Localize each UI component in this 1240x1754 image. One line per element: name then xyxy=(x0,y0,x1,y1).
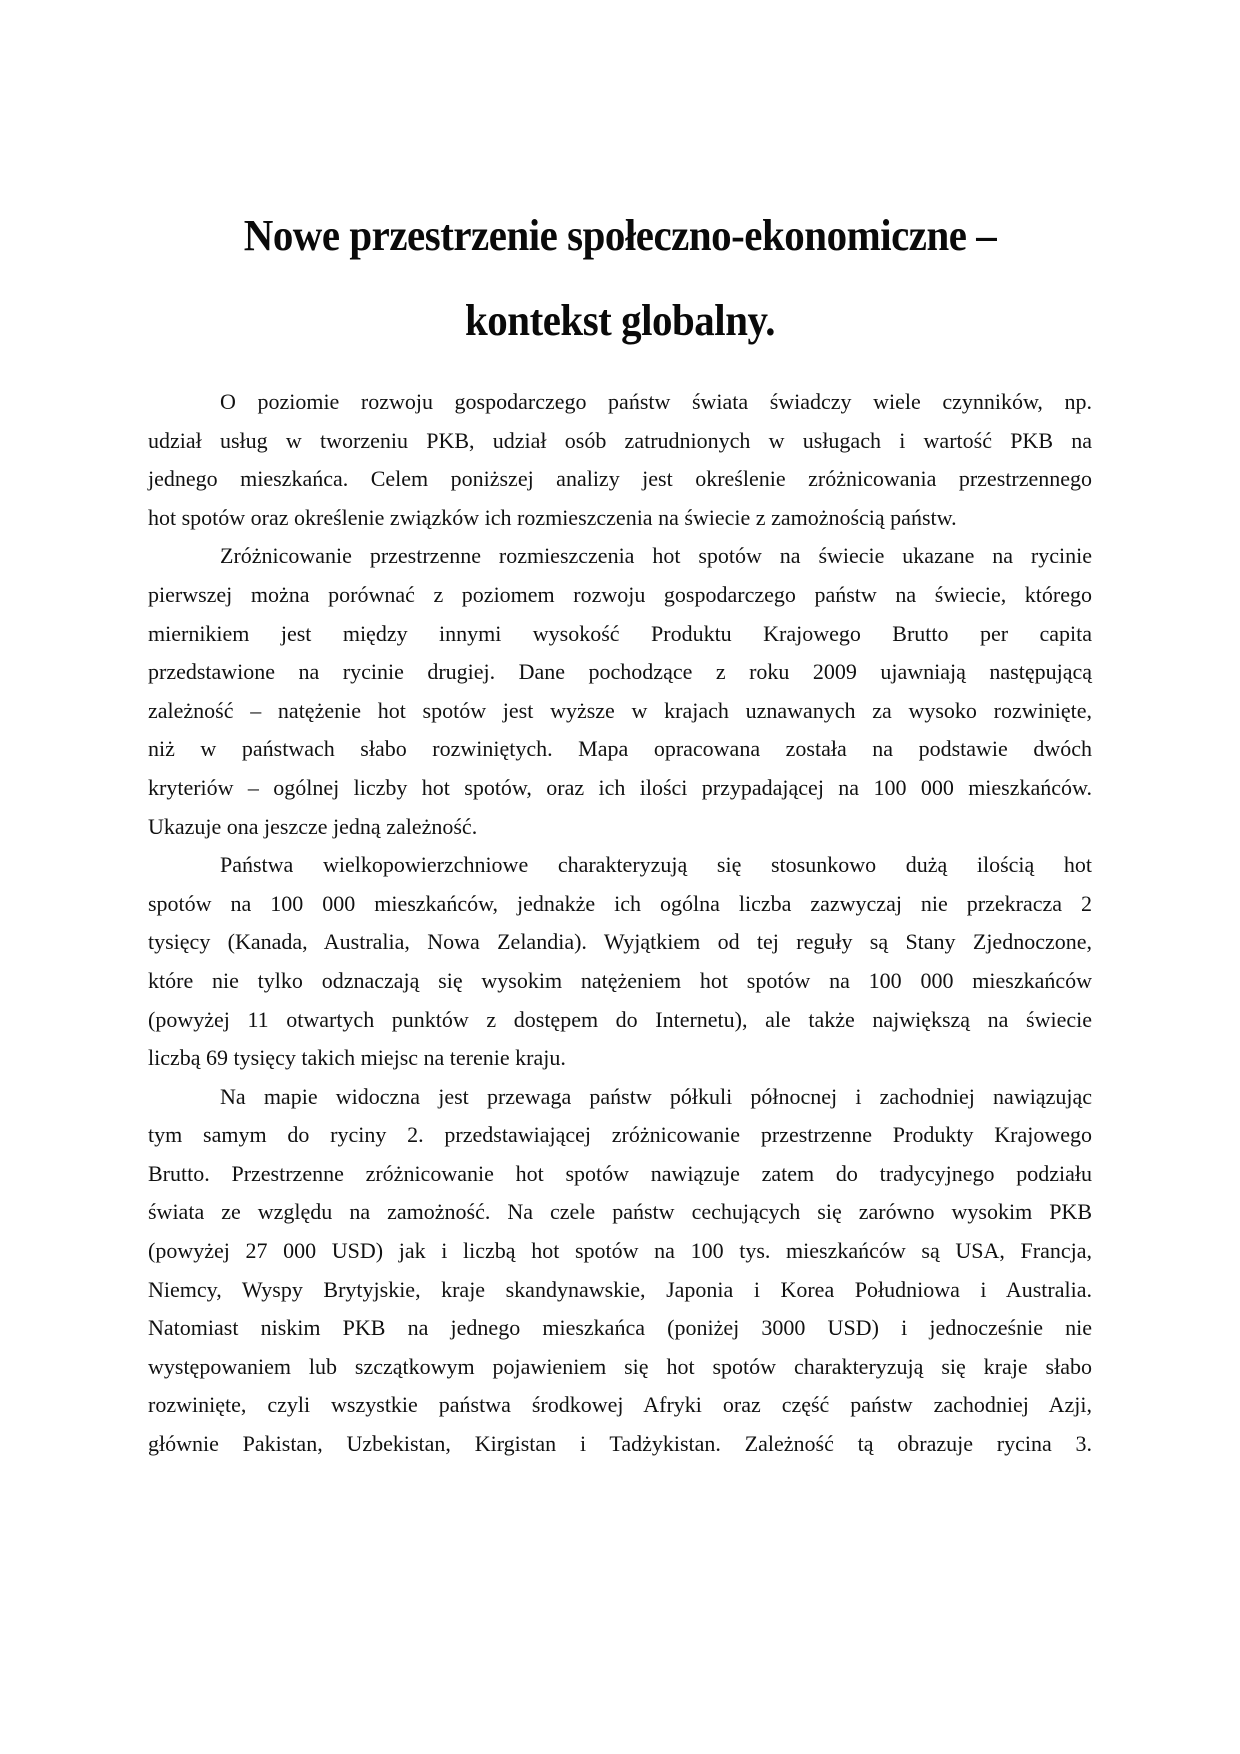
text-line: występowaniem lub szczątkowym pojawieniem się hot spotów charakteryzują się kraje słabo xyxy=(148,1353,1092,1379)
document-body xyxy=(148,383,1092,1464)
document-title-line-1: Nowe przestrzenie społeczno-ekonomiczne – xyxy=(243,211,997,260)
text-line: (powyżej 11 otwartych punktów z dostępem do Internetu), ale także największą na świecie xyxy=(148,1006,1092,1032)
text-line: Ukazuje ona jeszcze jedną zależność. xyxy=(148,813,478,839)
text-line: kryteriów – ogólnej liczby hot spotów, oraz ich ilości przypadającej na 100 000 mieszkańców. xyxy=(148,774,1092,800)
text-line: (powyżej 27 000 USD) jak i liczbą hot spotów na 100 tys. mieszkańców są USA, Francja, xyxy=(148,1238,1092,1264)
text-line: rozwinięte, czyli wszystkie państwa środkowej Afryki oraz część państw zachodniej Azji, xyxy=(148,1392,1092,1418)
text-line: świata ze względu na zamożność. Na czele państw cechujących się zarówno wysokim PKB xyxy=(148,1199,1092,1225)
paragraph-4 xyxy=(148,1078,1092,1464)
text-line: hot spotów oraz określenie związków ich rozmieszczenia na świecie z zamożnością państw. xyxy=(148,504,957,530)
text-line: Zróżnicowanie przestrzenne rozmieszczenia hot spotów na świecie ukazane na rycinie xyxy=(220,543,1092,569)
text-line: tysięcy (Kanada, Australia, Nowa Zelandia). Wyjątkiem od tej reguły są Stany Zjednoczone, xyxy=(148,929,1092,955)
text-line: niż w państwach słabo rozwiniętych. Mapa opracowana została na podstawie dwóch xyxy=(148,736,1092,762)
paragraph-3 xyxy=(148,846,1092,1078)
text-line: jednego mieszkańca. Celem poniższej analizy jest określenie zróżnicowania przestrzennego xyxy=(148,466,1092,492)
text-line: spotów na 100 000 mieszkańców, jednakże ich ogólna liczba zazwyczaj nie przekracza 2 xyxy=(148,890,1092,916)
text-line: pierwszej można porównać z poziomem rozwoju gospodarczego państw na świecie, którego xyxy=(148,581,1092,607)
text-line: Natomiast niskim PKB na jednego mieszkańca (poniżej 3000 USD) i jednocześnie nie xyxy=(148,1315,1092,1341)
text-line: głównie Pakistan, Uzbekistan, Kirgistan i Tadżykistan. Zależność tą obrazuje rycina 3. xyxy=(148,1431,1092,1457)
text-line: Niemcy, Wyspy Brytyjskie, kraje skandynawskie, Japonia i Korea Południowa i Australia. xyxy=(148,1276,1092,1302)
document-title-line-2: kontekst globalny. xyxy=(464,296,776,345)
text-line: Na mapie widoczna jest przewaga państw półkuli północnej i zachodniej nawiązując xyxy=(220,1083,1092,1109)
paragraph-1 xyxy=(148,383,1092,537)
text-line: przedstawione na rycinie drugiej. Dane pochodzące z roku 2009 ujawniają następującą xyxy=(148,659,1092,685)
text-line: które nie tylko odznaczają się wysokim natężeniem hot spotów na 100 000 mieszkańców xyxy=(148,967,1092,993)
text-line: miernikiem jest między innymi wysokość Produktu Krajowego Brutto per capita xyxy=(148,620,1092,646)
text-line: udział usług w tworzeniu PKB, udział osób zatrudnionych w usługach i wartość PKB na xyxy=(148,427,1092,453)
text-line: liczbą 69 tysięcy takich miejsc na terenie kraju. xyxy=(148,1045,566,1071)
paragraph-2 xyxy=(148,537,1092,846)
text-line: Państwa wielkopowierzchniowe charakteryzują się stosunkowo dużą ilością hot xyxy=(220,852,1092,878)
text-line: Brutto. Przestrzenne zróżnicowanie hot spotów nawiązuje zatem do tradycyjnego podziału xyxy=(148,1160,1092,1186)
text-line: zależność – natężenie hot spotów jest wyższe w krajach uznawanych za wysoko rozwinięte, xyxy=(148,697,1092,723)
text-line: O poziomie rozwoju gospodarczego państw świata świadczy wiele czynników, np. xyxy=(220,389,1092,414)
text-line: tym samym do ryciny 2. przedstawiającej zróżnicowanie przestrzenne Produkty Krajowego xyxy=(148,1122,1092,1148)
